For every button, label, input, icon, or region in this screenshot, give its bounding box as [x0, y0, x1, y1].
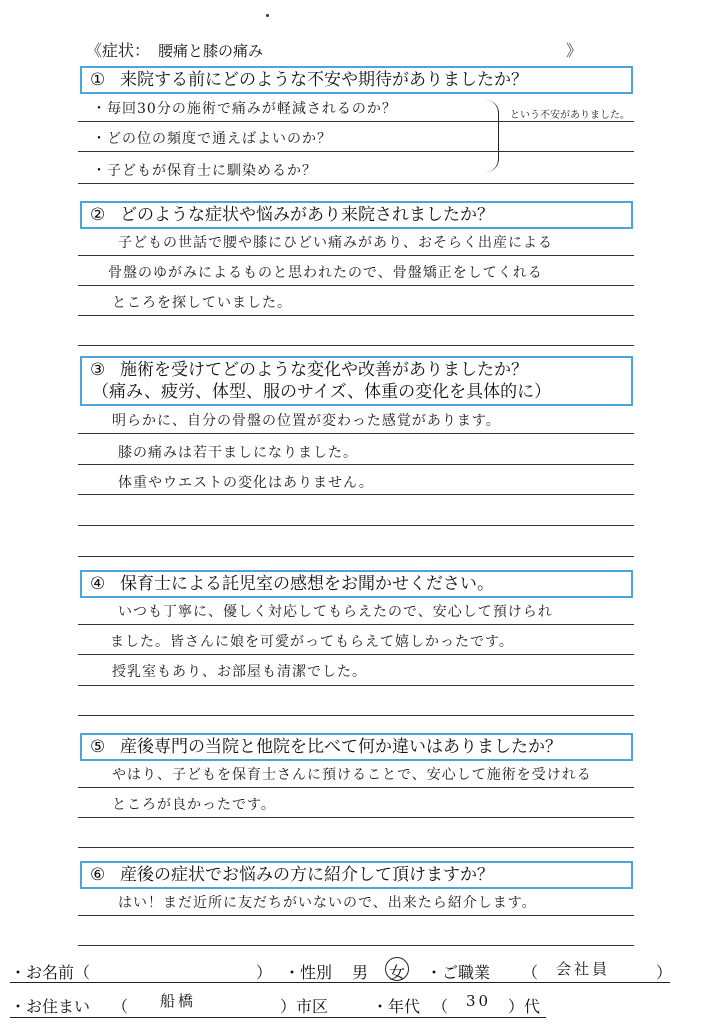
age-value: 30	[466, 992, 492, 1010]
symptom-line	[86, 38, 263, 61]
answer-1-brace	[486, 100, 499, 172]
question-2-box	[80, 201, 633, 229]
rule	[78, 685, 634, 686]
rule	[78, 945, 634, 946]
question-1-text: 来院する前にどのような不安や期待がありましたか？	[120, 70, 528, 90]
answer-1-line-2: ・どの位の頻度で通えばよいのか？	[92, 131, 332, 147]
answer-3-line-2: 膝の痛みは若干ましになりました。	[118, 445, 358, 461]
rule	[78, 255, 634, 256]
top-dot	[266, 14, 269, 17]
rule	[78, 464, 634, 465]
answer-2-line-1: 子どもの世話で腰や膝にひどい痛みがあり、おそらく出産による	[118, 235, 553, 251]
question-5-text: 産後専門の当院と他院を比べて何か違いはありましたか？	[120, 737, 562, 757]
rule	[78, 715, 634, 716]
question-5-number: ⑤	[90, 737, 106, 757]
question-3-text: 施術を受けてどのような変化や改善がありましたか？	[120, 360, 528, 380]
address-open: （	[112, 997, 129, 1016]
answer-4-line-2: ました。皆さんに娘を可愛がってもらえて嬉しかったです。	[110, 634, 514, 650]
rule	[78, 817, 634, 818]
age-label: ・年代	[372, 997, 421, 1016]
question-2-text: どのような症状や悩みがあり来院されましたか？	[120, 205, 494, 225]
answer-4-line-1: いつも丁寧に、優しく対応してもらえたので、安心して預けられ	[118, 604, 553, 620]
answer-1-line-3: ・子どもが保育士に馴染めるか？	[92, 163, 317, 179]
answer-2-line-3: ところを探していました。	[112, 295, 292, 311]
rule	[78, 624, 634, 625]
symptom-close-bracket: 》	[566, 41, 583, 60]
symptom-label: 《症状：	[86, 41, 151, 60]
footer-row-1-underline	[10, 982, 670, 983]
rule	[78, 494, 634, 495]
symptom-value: 腰痛と膝の痛み	[158, 42, 264, 60]
question-1-box	[80, 66, 633, 94]
age-close: ）代	[508, 997, 541, 1016]
question-6-box	[80, 861, 633, 889]
rule	[78, 345, 634, 346]
job-label: ・ご職業	[426, 963, 491, 982]
answer-6-line-1: はい！まだ近所に友だちがいないので、出来たら紹介します。	[118, 895, 537, 911]
question-4-number: ④	[90, 574, 106, 594]
job-value: 会社員	[556, 960, 611, 978]
job-close: ）	[656, 963, 673, 982]
question-3-number: ③	[90, 360, 106, 380]
footer-row-2-underline	[10, 1017, 546, 1018]
rule	[78, 654, 634, 655]
question-4-text: 保育士による託児室の感想をお聞かせください。	[120, 574, 494, 594]
rule	[78, 151, 634, 152]
gender-label: ・性別	[284, 963, 333, 982]
rule	[78, 787, 634, 788]
name-label: ・お名前（	[10, 963, 91, 982]
rule	[78, 315, 634, 316]
question-5-box	[80, 733, 633, 761]
rule	[78, 915, 634, 916]
rule	[78, 847, 634, 848]
rule	[78, 556, 634, 557]
address-value: 船橋	[160, 992, 197, 1010]
question-6-text: 産後の症状でお悩みの方に紹介して頂けますか？	[120, 865, 494, 885]
answer-2-line-2: 骨盤のゆがみによるものと思われたので、骨盤矯正をしてくれる	[108, 265, 543, 281]
answer-1-line-1: ・毎回30分の施術で痛みが軽減されるのか？	[92, 101, 397, 117]
address-label: ・お住まい	[10, 997, 91, 1016]
answer-5-line-1: やはり、子どもを保育士さんに預けることで、安心して施術を受けれる	[112, 767, 592, 783]
question-3-subtext: （痛み、疲労、体型、服のサイズ、体重の変化を具体的に）	[92, 382, 552, 402]
age-open: （	[432, 997, 449, 1016]
answer-3-line-3: 体重やウエストの変化はありません。	[118, 475, 374, 491]
rule	[78, 285, 634, 286]
question-6-number: ⑥	[90, 865, 106, 885]
question-3-box	[80, 356, 633, 406]
address-close: ）市区	[280, 997, 329, 1016]
question-1-number: ①	[90, 70, 106, 90]
rule	[78, 183, 634, 184]
job-open: （	[522, 963, 539, 982]
question-2-number: ②	[90, 205, 106, 225]
rule	[78, 525, 634, 526]
gender-circle-mark	[385, 957, 409, 981]
name-close: ）	[256, 963, 273, 982]
answer-4-line-3: 授乳室もあり、お部屋も清潔でした。	[112, 664, 367, 680]
rule	[78, 121, 634, 122]
gender-male: 男	[352, 963, 369, 982]
answer-1-note: という不安がありました。	[510, 110, 630, 121]
question-4-box	[80, 570, 633, 598]
rule	[78, 433, 634, 434]
answer-5-line-2: ところが良かったです。	[112, 797, 276, 813]
gender-female: 女	[389, 963, 406, 982]
answer-3-line-1: 明らかに、自分の骨盤の位置が変わった感覚があります。	[112, 413, 501, 429]
